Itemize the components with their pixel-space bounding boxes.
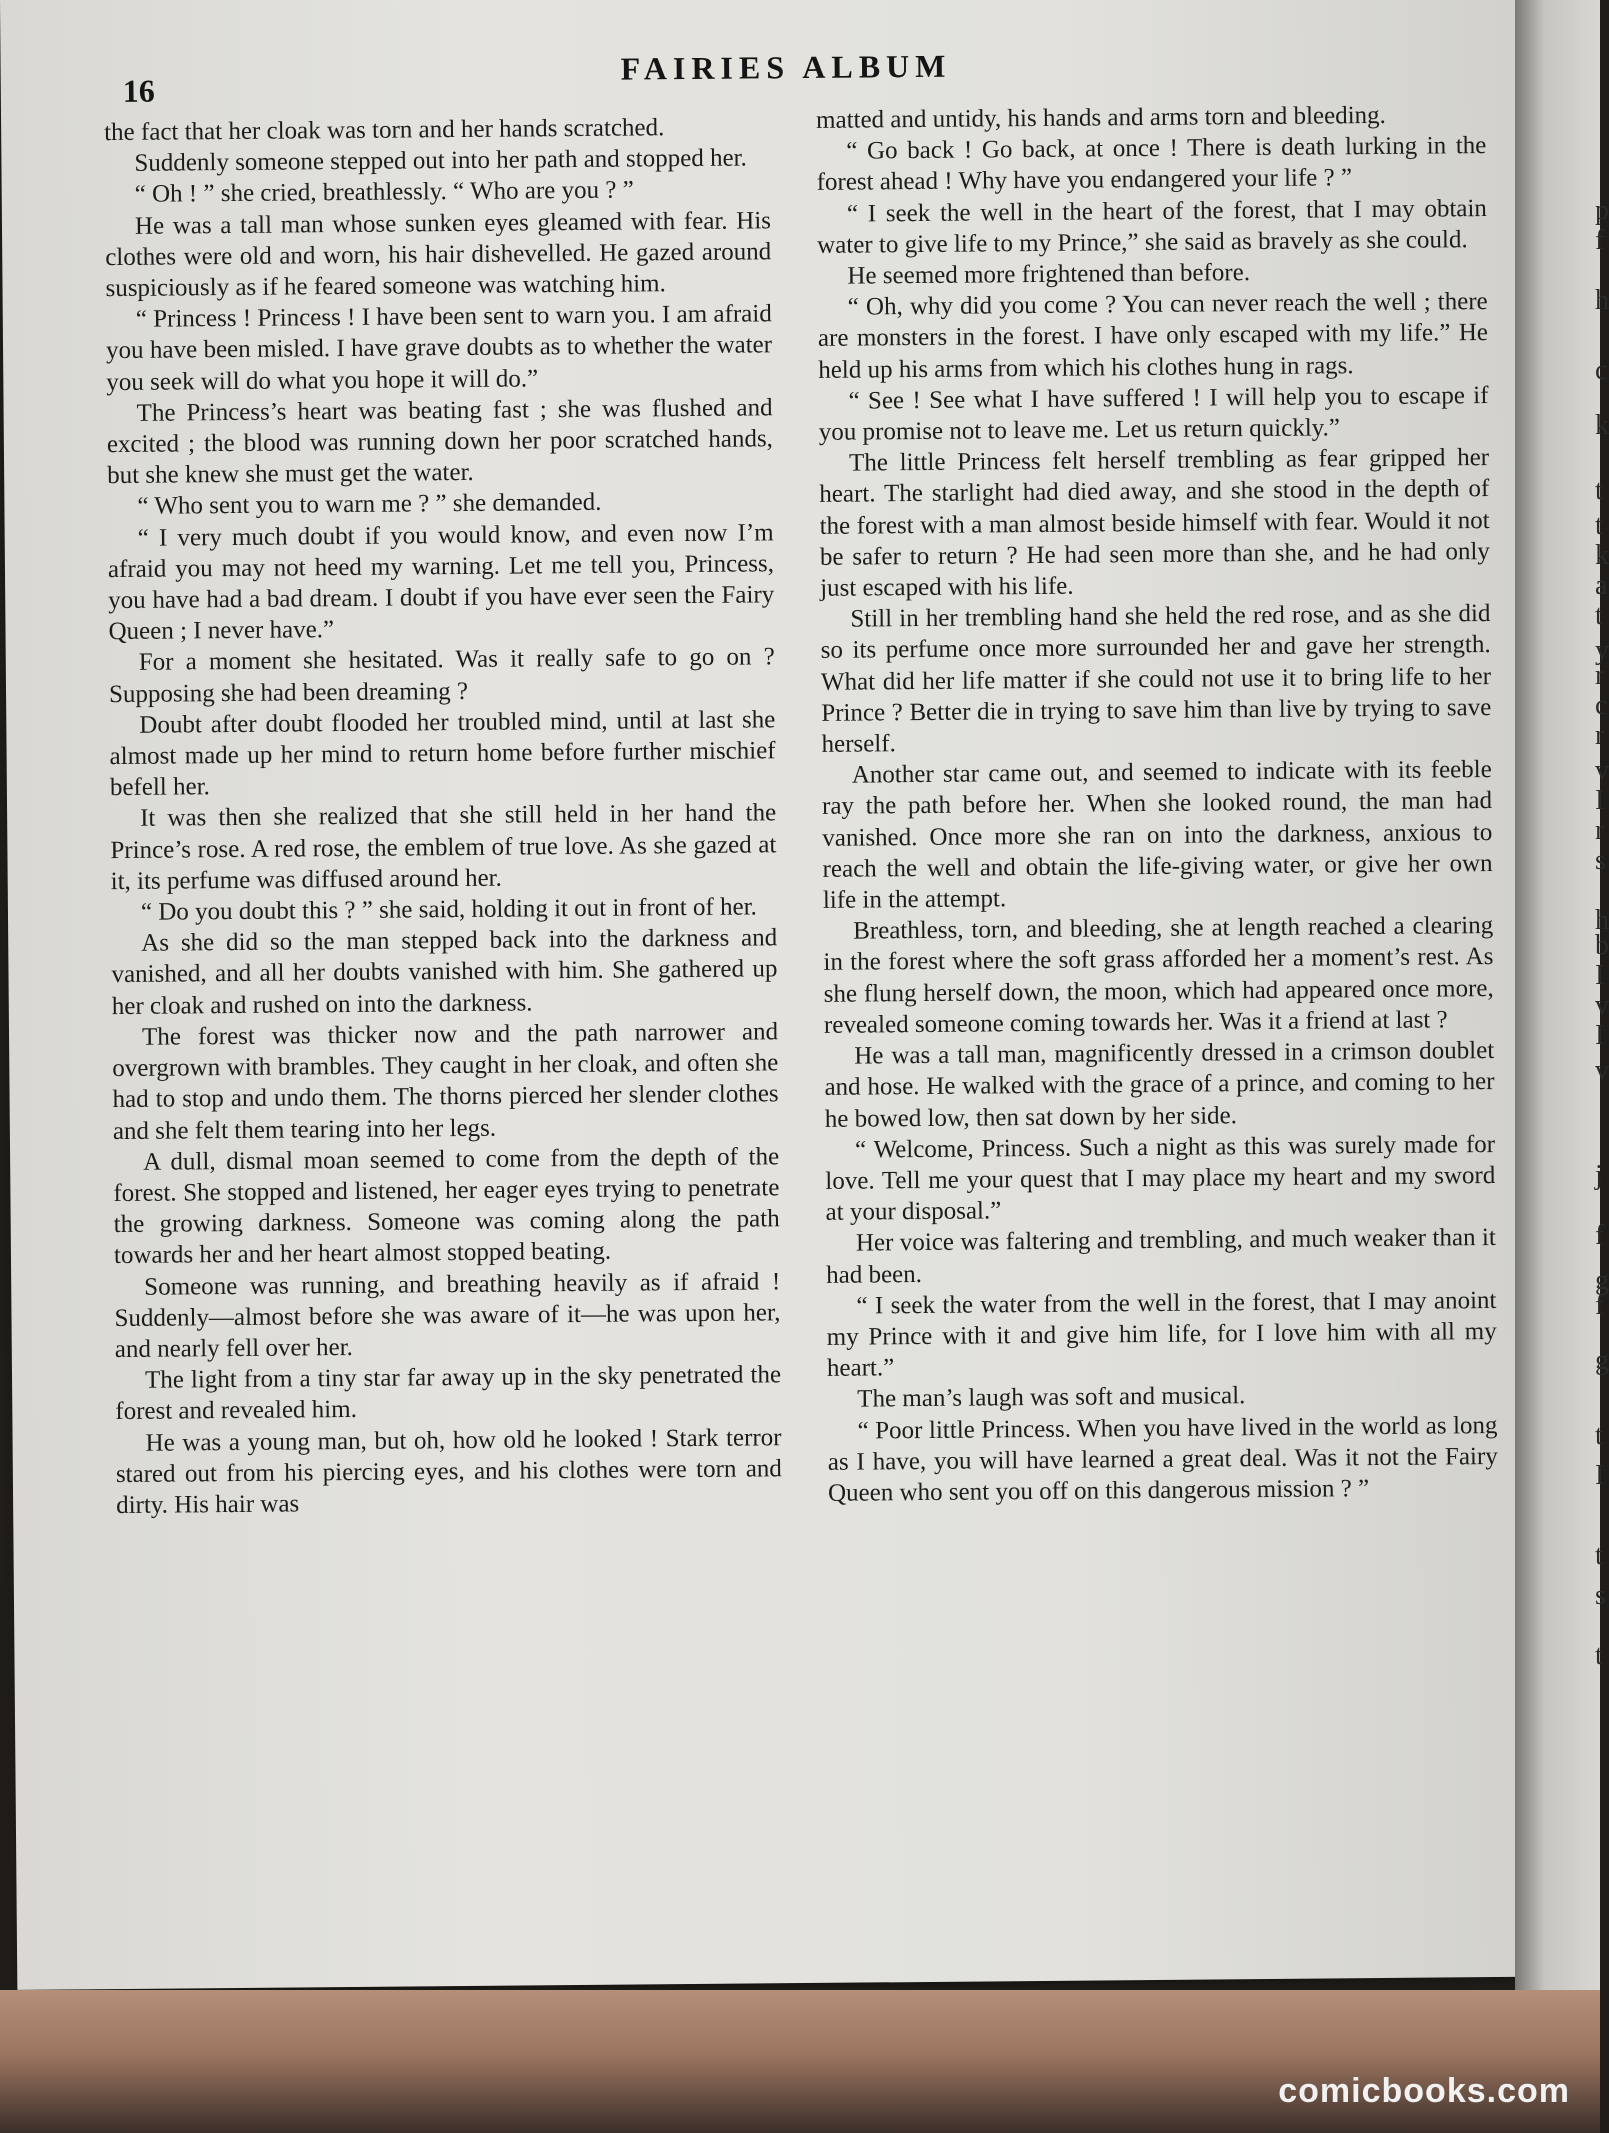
edge-letter: t [1595, 600, 1603, 631]
paragraph: It was then she realized that she still held in her hand the Prince’s rose. A red rose, the emblem of true love. As she gazed at it, its perfume was diffused around her. [110, 799, 777, 895]
edge-letter: t [1595, 1540, 1603, 1571]
paragraph: “ Who sent you to warn me ? ” she demanded. [137, 489, 602, 521]
edge-letter: c [1595, 355, 1608, 386]
edge-letter: v [1595, 755, 1609, 786]
edge-letter: I [1595, 1460, 1605, 1491]
paragraph: “ Princess ! Princess ! I have been sent to warn you. I am afraid you have been misled. I have grave doubts as to whether the water you seek will do what you hope it will do.” [105, 300, 773, 396]
edge-letter: I [1595, 785, 1605, 816]
edge-letter: s [1595, 845, 1606, 876]
paragraph: Suddenly someone stepped out into her path and stopped her. [134, 144, 747, 178]
paragraph: As she did so the man stepped back into the darkness and vanished, and all her doubts vanished with him. She gathered up her cloak and rushed on into the darkness. [111, 924, 778, 1020]
edge-letter: b [1595, 930, 1609, 961]
paragraph: The Princess’s heart was beating fast ; she was flushed and excited ; the blood was running down her poor scratched hands, but she knew she must get the water. [106, 394, 773, 490]
edge-letter: v [1595, 1055, 1609, 1086]
paragraph: “ I seek the well in the heart of the forest, that I may obtain water to give life to my Prince,” she said as bravely as she could. [817, 194, 1487, 259]
paragraph: He was a tall man, magnificently dressed in a crimson doublet and hose. He walked with the grace of a prince, and coming to her he bowed low, then sat down by her side. [824, 1037, 1495, 1133]
paragraph: Breathless, torn, and bleeding, she at length reached a clearing in the forest where the soft grass afforded her a moment’s rest. As she flung herself down, the moon, which had appeared once more, revealed someone coming towards her. Was it a friend at last ? [823, 912, 1494, 1039]
adjacent-page-edge [1515, 0, 1609, 1990]
paragraph: “ Poor little Princess. When you have lived in the world as long as I have, you will have learned a great deal. Was it not the Fairy Queen who sent you off on this dangerous mission ? ” [827, 1411, 1498, 1507]
edge-letter: t [1595, 510, 1603, 541]
paragraph: “ Welcome, Princess. Such a night as this was surely made for love. Tell me your quest that I may place my heart and my sword at your disposal.” [825, 1130, 1496, 1226]
edge-letter: p [1595, 195, 1609, 226]
edge-letter: g [1595, 1265, 1609, 1296]
edge-letter: f [1595, 1220, 1605, 1251]
paragraph: Another star came out, and seemed to indicate with its feeble ray the path before her. When she looked round, the man had vanished. Once more she ran on into the darkness, anxious to reach the well and obtain the life-giving water, or give her own life in the attempt. [821, 756, 1493, 914]
paragraph: The forest was thicker now and the path narrower and overgrown with brambles. They caught in her cloak, and often she had to stop and undo them. The thorns pierced her slender clothes and she felt them tearing into her legs. [112, 1018, 779, 1145]
edge-letter: v [1595, 990, 1609, 1021]
edge-letter: y [1595, 635, 1609, 666]
paragraph: The light from a tiny star far away up in the sky penetrated the forest and revealed him. [115, 1361, 782, 1426]
edge-letter: g [1595, 1345, 1609, 1376]
holding-hand [0, 1990, 1600, 2133]
edge-letter: h [1595, 905, 1609, 936]
paragraph: “ Oh ! ” she cried, breathlessly. “ Who are you ? ” [134, 176, 634, 209]
edge-letter: r [1595, 815, 1605, 846]
edge-letter: f [1595, 1290, 1605, 1321]
edge-letter: r [1595, 720, 1605, 751]
paragraph: “ I seek the water from the well in the forest, that I may anoint my Prince with it and give him life, for I love him with all my heart.” [826, 1286, 1497, 1382]
edge-letter: j [1595, 1160, 1603, 1191]
paragraph: “ I very much doubt if you would know, and even now I’m afraid you may not heed my warning. Let me tell you, Princess, you have had a bad dream. I doubt if you have ever seen the Fairy Queen ; I never have.” [107, 518, 775, 646]
paragraph: “ Oh, why did you come ? You can never reach the well ; there are monsters in the forest. I have only escaped with my life.” He held up his arms from which his clothes hung in rags. [817, 288, 1489, 384]
right-text-column [816, 99, 1498, 1509]
edge-letter: t [1595, 1640, 1603, 1671]
paragraph: The little Princess felt herself trembling as fear gripped her heart. The starlight had died away, and she stood in the depth of the forest with a man almost beside himself with fear. Would it not be safer to return ? He had seen more than she, and he had only just escaped with his life. [819, 444, 1490, 602]
edge-letter: I [1595, 960, 1605, 991]
paragraph: He seemed more frightened than before. [847, 259, 1251, 290]
paragraph: He was a tall man whose sunken eyes gleamed with fear. His clothes were old and worn, his hair dishevelled. He gazed around suspiciously as if he feared someone was watching him. [105, 206, 772, 303]
edge-letter: h [1595, 285, 1609, 316]
paragraph: matted and untidy, his hands and arms torn and bleeding. [815, 101, 1386, 134]
watermark: comicbooks.com [1278, 2072, 1570, 2110]
left-text-column [104, 111, 782, 1521]
edge-letter: t [1595, 475, 1603, 506]
paragraph: the fact that her cloak was torn and her hands scratched. [104, 114, 665, 147]
edge-letter: c [1595, 690, 1608, 721]
paragraph: “ Do you doubt this ? ” she said, holding it out in front of her. [140, 893, 757, 926]
edge-letter: s [1595, 1580, 1606, 1611]
edge-letter: k [1595, 410, 1609, 441]
paragraph: Doubt after doubt flooded her troubled mind, until at last she almost made up her mind to return home before further mischief befell her. [109, 706, 776, 802]
paragraph: The man’s laugh was soft and musical. [857, 1382, 1246, 1413]
edge-letter: I [1595, 1020, 1605, 1051]
paragraph: Her voice was faltering and trembling, and much weaker than it had been. [826, 1224, 1496, 1289]
running-title: FAIRIES ALBUM [620, 47, 952, 87]
edge-letter: t [1595, 1420, 1603, 1451]
edge-letter: f [1595, 225, 1605, 256]
paragraph: Someone was running, and breathing heavily as if afraid ! Suddenly—almost before she was aware of it—he was upon her, and nearly fell over her. [114, 1267, 781, 1363]
paragraph: A dull, dismal moan seemed to come from the depth of the forest. She stopped and listened, her eager eyes trying to penetrate the growing darkness. Someone was coming along the path towards her and her heart almost stopped beating. [113, 1142, 780, 1270]
edge-letter: a [1595, 570, 1608, 601]
paragraph: He was a young man, but oh, how old he looked ! Stark terror stared out from his piercing eyes, and his clothes were torn and dirty. His hair was [115, 1423, 782, 1519]
paragraph: “ See ! See what I have suffered ! I will help you to escape if you promise not to leave me. Let us return quickly.” [818, 381, 1489, 446]
paragraph: For a moment she hesitated. Was it really safe to go on ? Supposing she had been dreaming ? [108, 643, 775, 708]
page-number: 16 [122, 72, 155, 109]
paragraph: “ Go back ! Go back, at once ! There is death lurking in the forest ahead ! Why have you endangered your life ? ” [816, 132, 1487, 197]
edge-letter: k [1595, 540, 1609, 571]
paragraph: Still in her trembling hand she held the red rose, and as she did so its perfume once more surrounded her and gave her strength. What did her life matter if she could not use it to bring life to her Prince ? Better die in trying to save him than live by trying to save herself. [820, 600, 1492, 758]
edge-letter: r [1595, 660, 1605, 691]
